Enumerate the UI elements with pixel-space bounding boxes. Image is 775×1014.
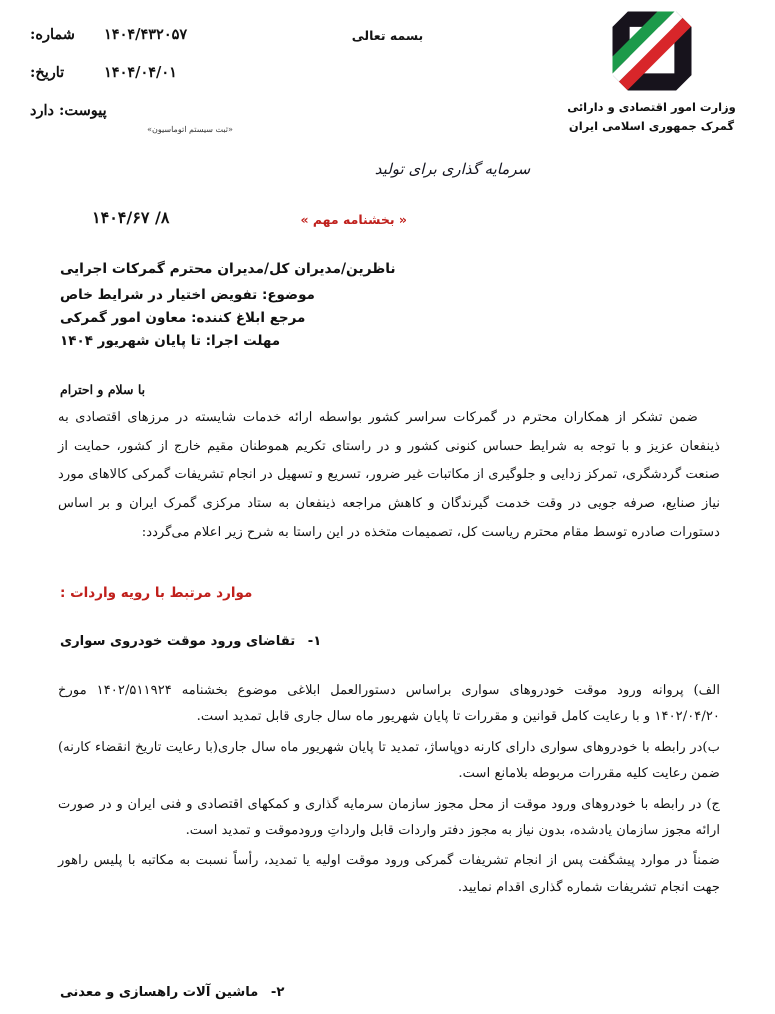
ministry-name-line-2: گمرک جمهوری اسلامی ایران [568, 118, 735, 133]
item-1-number: ۱- [307, 634, 322, 649]
clause-note: ضمناً در موارد پیشگفت پس از انجام تشریفات گمرکی ورود موقت اولیه یا تمدید، رأساً نسبت به مکاتبه با پلیس راهور جهت انجام تشریفات شماره گذاری اقدام نمایید. [58, 853, 720, 895]
document-number-label: شماره: [30, 26, 75, 43]
automation-registration-note: «ثبت سیستم اتوماسیون» [147, 125, 233, 134]
meta-row-attachment [30, 102, 320, 119]
attachment-text: پیوست: دارد [30, 102, 107, 119]
item-2-title: ماشین آلات راهسازی و معدنی [60, 985, 259, 1000]
iran-customs-logo [609, 8, 695, 94]
numbered-item-2 [0, 985, 775, 1000]
addressee-block [0, 258, 775, 353]
addressee-issuer: مرجع ابلاغ کننده: معاون امور گمرکی [60, 309, 306, 326]
document-number-value: ۱۴۰۴/۴۳۲۰۵۷ [104, 26, 188, 43]
ministry-name-line-1: وزارت امور اقتصادی و دارائی [567, 100, 736, 114]
meta-row-date [30, 64, 320, 81]
document-meta [30, 26, 320, 134]
numbered-item-1 [0, 634, 775, 649]
addressee-deadline: مهلت اجرا: تا پایان شهریور ۱۴۰۴ [60, 333, 281, 350]
document-date-value: ۱۴۰۴/۰۴/۰۱ [104, 64, 177, 81]
campaign-slogan: سرمایه گذاری برای تولید [374, 160, 531, 178]
item-2-number: ۲- [270, 985, 285, 1000]
important-circular-badge: « بخشنامه مهم » [300, 212, 407, 227]
salutation: با سلام و احترام [60, 382, 146, 397]
item-1-title: تقاضای ورود موقت خودروی سواری [60, 634, 296, 649]
clause-jim: ج) در رابطه با خودروهای ورود موقت از محل مجوز سازمان سرمایه گذاری و کمکهای اقتصادی و فنی ایران و در صورت ارائه مجوز سازمان یادشده، بدون نیاز به مجوز دفتر واردات قابل وارداتِ ورودموقت و تمدید است. [58, 796, 720, 839]
clause-alef: الف) پروانه ورود موقت خودروهای سواری براساس دستورالعمل ابلاغی موضوع بخشنامه ۱۴۰۲/۵۱۱۹۲۴ مورخ ۱۴۰۲/۰۴/۲۰ و با رعایت کامل قوانین و مقررات تا پایان شهریور ماه سال جاری قابل تمدید است. [58, 683, 720, 725]
besmeh-taali: بسمه تعالی [351, 28, 424, 43]
item-1-clauses [58, 678, 720, 905]
addressee-recipients: ناظرین/مدیران کل/مدیران محترم گمرکات اجرایی [60, 261, 396, 277]
meta-row-number [30, 26, 320, 43]
section-heading-imports: موارد مرتبط با رویه واردات : [60, 585, 253, 601]
circular-number: ۱۴۰۴/۶۷ /۸ [92, 208, 170, 227]
body-paragraph: ضمن تشکر از همکاران محترم در گمرکات سراسر کشور بواسطه ارائه خدمات شایسته در مرزهای اقتصادی به ذینفعان عزیز و با توجه به شرایط حساس کنونی کشور و در راستای تکریم هموطنان مقیم خارج از کشور، حمایت از صنعت گردشگری، تمرکز زدایی و جلوگیری از مکاتبات غیر ضرور، تسریع و تسهیل در انجام تشریفات گمرکی کالاهای مورد نیاز صنایع، صرفه جویی در وقت خدمت گیرندگان و کاهش مراجعه ذینفعان به ستاد مرکزی گمرک ایران و بر اساس دستورات صادره توسط مقام محترم ریاست کل، تصمیمات متخذه در این راستا به شرح زیر اعلام می‌گردد: [58, 410, 720, 540]
addressee-subject: موضوع: تفویض اختیار در شرایط خاص [60, 286, 315, 303]
circular-badge-row [0, 208, 775, 238]
organization-brand [544, 8, 759, 136]
document-date-label: تاریخ: [30, 64, 65, 81]
clause-be: ب)در رابطه با خودروهای سواری دارای کارنه دوپاساژ، تمدید تا پایان شهریور ماه سال جاری(با رعایت تاریخ انقضاء کارنه) ضمن رعایت کلیه مقررات مربوطه بلامانع است. [58, 739, 720, 782]
document-header [0, 0, 775, 160]
